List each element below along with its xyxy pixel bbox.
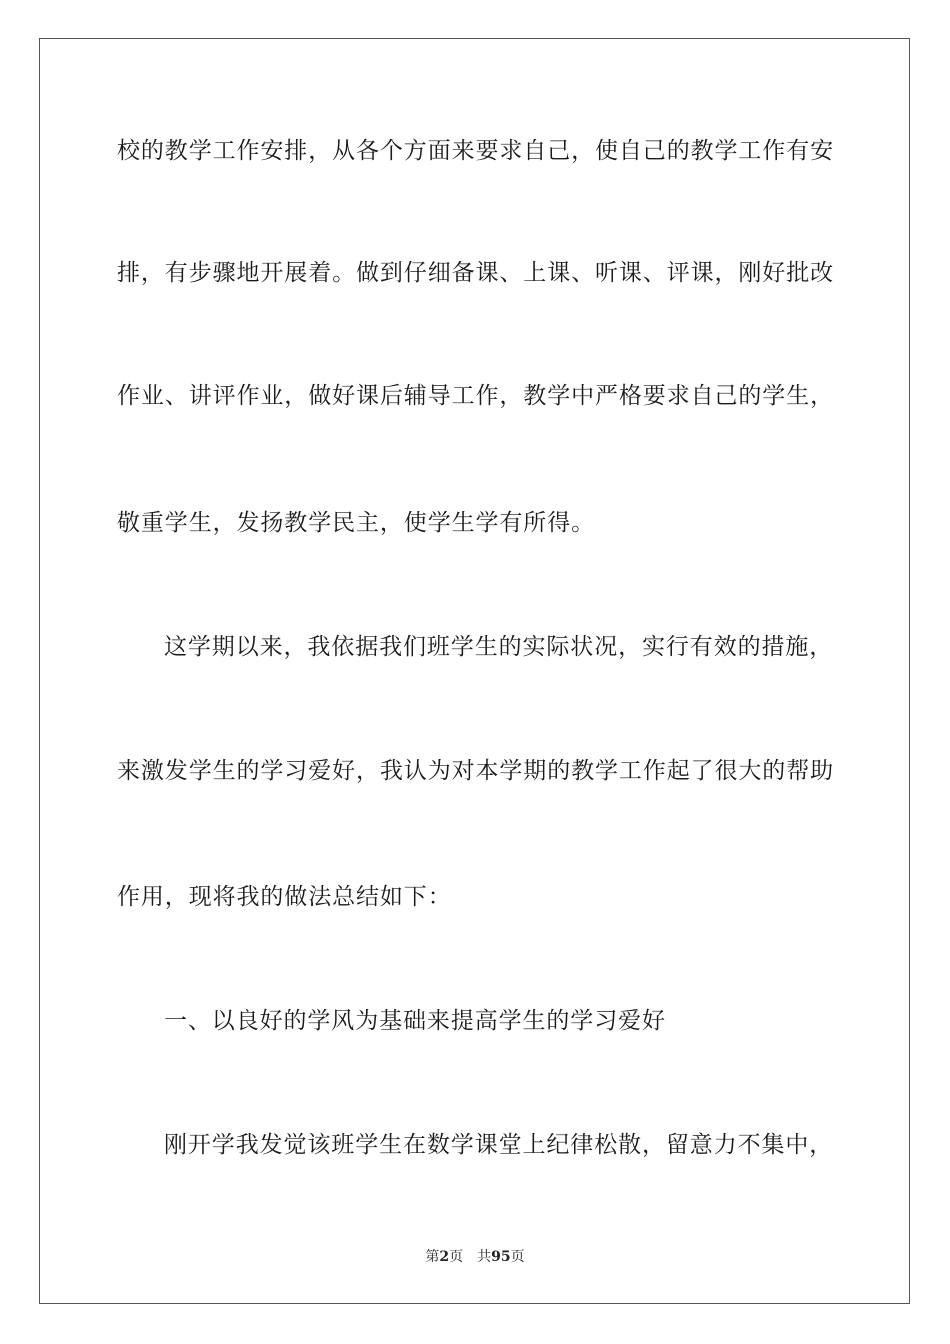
paragraph-line: 作业、讲评作业，做好课后辅导工作，教学中严格要求自己的学生， bbox=[117, 383, 834, 409]
paragraph-line: 这学期以来，我依据我们班学生的实际状况，实行有效的措施， bbox=[164, 634, 834, 660]
paragraph-line: 作用，现将我的做法总结如下： bbox=[117, 884, 452, 910]
page-border bbox=[39, 38, 910, 1304]
total-pages: 95 bbox=[491, 1249, 511, 1265]
paragraph-line: 敬重学生，发扬教学民主，使学生学有所得。 bbox=[117, 510, 595, 536]
page-label-prefix: 第 bbox=[425, 1249, 440, 1265]
paragraph-line: 来激发学生的学习爱好，我认为对本学期的教学工作起了很大的帮助 bbox=[117, 758, 834, 784]
total-label-suffix: 页 bbox=[510, 1249, 525, 1265]
paragraph-line: 校的教学工作安排，从各个方面来要求自己，使自己的教学工作有安 bbox=[117, 138, 834, 164]
paragraph-line: 刚开学我发觉该班学生在数学课堂上纪律松散，留意力不集中， bbox=[164, 1132, 834, 1158]
page-number: 2 bbox=[439, 1249, 450, 1265]
page-label-suffix: 页 bbox=[449, 1249, 464, 1265]
section-heading: 一、以良好的学风为基础来提高学生的学习爱好 bbox=[164, 1008, 666, 1034]
paragraph-line: 排，有步骤地开展着。做到仔细备课、上课、听课、评课，刚好批改 bbox=[117, 260, 834, 286]
total-label-prefix: 共 bbox=[477, 1249, 492, 1265]
page-footer bbox=[0, 1248, 950, 1266]
